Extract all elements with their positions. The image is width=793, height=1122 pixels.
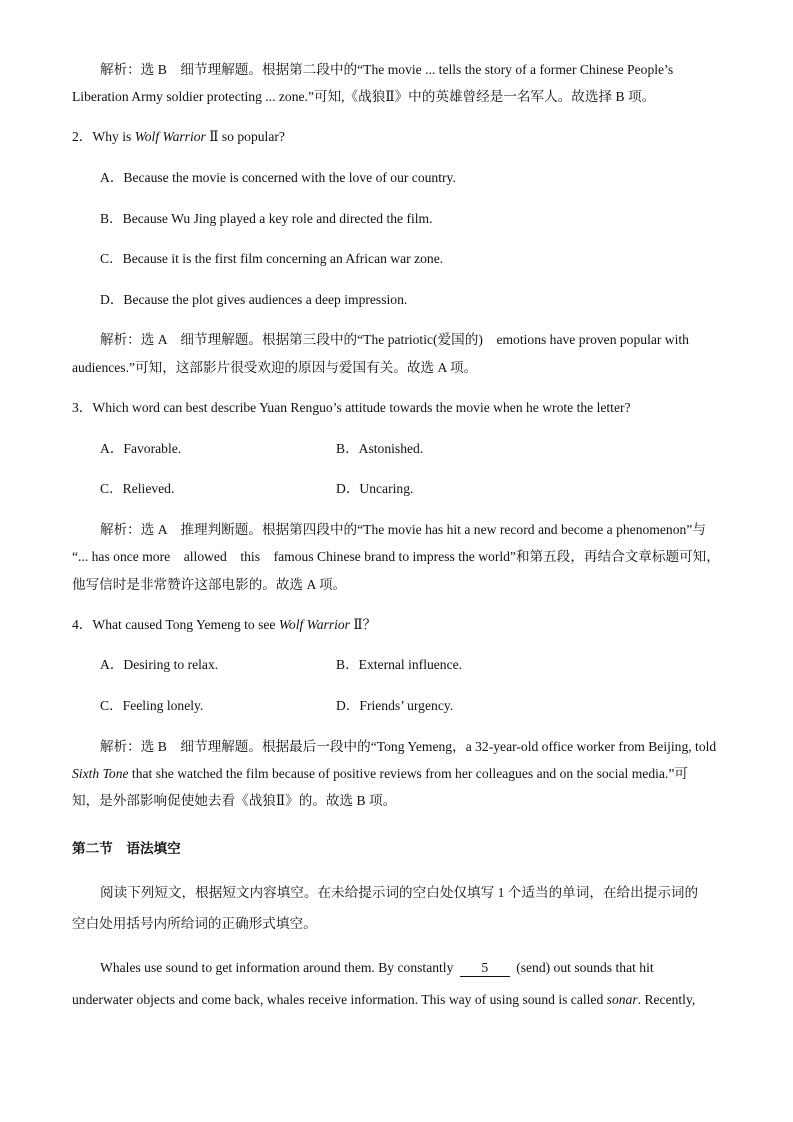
q3-question: 3．Which word can best describe Yuan Renguo’s attitude towards the movie when he wrote the letter?	[72, 400, 631, 415]
passage-line-2	[72, 990, 695, 1010]
q3-option-b: B．Astonished.	[336, 441, 424, 456]
q4-analysis-line-2	[72, 764, 688, 784]
instructions-line-2: 空白处用括号内所给词的正确形式填空。	[72, 916, 317, 931]
passage-line-2-after: . Recently,	[637, 992, 696, 1007]
passage-line-2-before: underwater objects and come back, whales receive information. This way of using sound is called	[72, 992, 607, 1007]
q2-option-a: A．Because the movie is concerned with the love of our country.	[100, 170, 456, 185]
blank-5[interactable]: 5	[460, 960, 510, 977]
q2-question	[72, 127, 285, 147]
q4-suffix: Ⅱ？	[349, 617, 377, 632]
q4-analysis-line-1: 解析：选 B 细节理解题。根据最后一段中的“Tong Yemeng，a 32-year-old office worker from Beijing, told	[100, 739, 717, 754]
q2-option-c: C．Because it is the first film concerning an African war zone.	[100, 251, 444, 266]
q1-analysis-line-2: Liberation Army soldier protecting ... zone.”可知,《战狼Ⅱ》中的英雄曾经是一名军人。故选择 B 项。	[72, 89, 656, 104]
section-heading: 第二节 语法填空	[72, 841, 181, 857]
passage-line-1-after: (send) out sounds that hit	[516, 960, 654, 975]
q3-option-d: D．Uncaring.	[336, 481, 414, 496]
q3-analysis-line-2: “... has once more allowed this famous Chinese brand to impress the world”和第五段，再结合文章标题可知，	[72, 549, 720, 564]
passage-italic-term: sonar	[606, 992, 638, 1007]
q4-analysis-line-2-rest: that she watched the film because of positive reviews from her colleagues and on the social media.”可	[128, 766, 688, 781]
q2-analysis-line-1: 解析：选 A 细节理解题。根据第三段中的“The patriotic(爱国的) emotions have proven popular with	[100, 332, 689, 347]
q4-prefix: 4．What caused Tong Yemeng to see	[72, 617, 279, 632]
q3-analysis-line-1: 解析：选 A 推理判断题。根据第四段中的“The movie has hit a new record and become a phenomenon”与	[100, 522, 706, 537]
q1-analysis-line-1: 解析：选 B 细节理解题。根据第二段中的“The movie ... tells the story of a former Chinese People’s	[100, 62, 674, 77]
q2-option-b: B．Because Wu Jing played a key role and directed the film.	[100, 211, 433, 226]
q2-title-italic: Wolf Warrior	[134, 129, 206, 144]
q2-prefix: 2．Why is	[72, 129, 135, 144]
q4-option-c: C．Feeling lonely.	[100, 698, 204, 713]
q4-option-b: B．External influence.	[336, 657, 463, 672]
q4-title-italic: Wolf Warrior	[278, 617, 350, 632]
q3-option-a: A．Favorable.	[100, 441, 182, 456]
q4-analysis-italic-name: Sixth Tone	[72, 766, 129, 781]
instructions-line-1: 阅读下列短文，根据短文内容填空。在未给提示词的空白处仅填写 1 个适当的单词，在给出提示词的	[100, 885, 699, 900]
q2-option-d: D．Because the plot gives audiences a deep impression.	[100, 292, 408, 307]
q4-analysis-line-3: 知，是外部影响促使她去看《战狼Ⅱ》的。故选 B 项。	[72, 793, 397, 808]
q2-suffix: Ⅱ so popular?	[205, 129, 285, 144]
q2-analysis-line-2: audiences.”可知，这部影片很受欢迎的原因与爱国有关。故选 A 项。	[72, 360, 478, 375]
q4-question	[72, 615, 376, 635]
passage-line-1-before: Whales use sound to get information around them. By constantly	[100, 960, 454, 975]
q3-option-c: C．Relieved.	[100, 481, 175, 496]
passage-line-1	[100, 958, 654, 978]
q4-option-d: D．Friends’ urgency.	[336, 698, 454, 713]
q4-option-a: A．Desiring to relax.	[100, 657, 219, 672]
q3-analysis-line-3: 他写信时是非常赞许这部电影的。故选 A 项。	[72, 577, 347, 592]
